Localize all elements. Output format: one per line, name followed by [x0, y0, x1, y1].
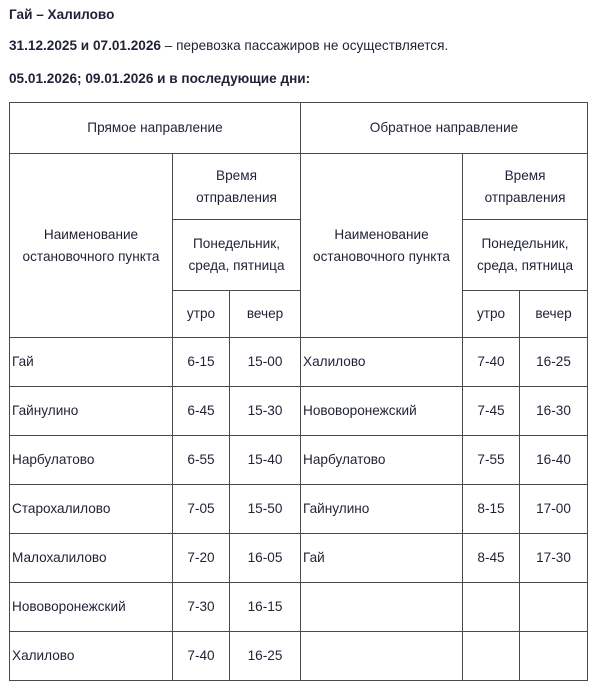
reverse-stop-cell: Халилово [301, 338, 463, 387]
reverse-evening-cell: 16-40 [520, 436, 588, 485]
table-row [10, 583, 588, 632]
notice-text: – перевозка пассажиров не осуществляется. [160, 38, 449, 53]
table-row [10, 436, 588, 485]
forward-days-header: Понедельник, среда, пятница [173, 220, 301, 291]
reverse-evening-cell: 16-30 [520, 387, 588, 436]
forward-stop-cell: Гайнулино [10, 387, 173, 436]
reverse-morning-cell: 8-15 [463, 485, 520, 534]
forward-evening-cell: 15-00 [230, 338, 301, 387]
reverse-morning-cell: 7-45 [463, 387, 520, 436]
reverse-evening-cell: 16-25 [520, 338, 588, 387]
forward-evening-cell: 15-50 [230, 485, 301, 534]
reverse-stop-cell [301, 583, 463, 632]
forward-morning-cell: 7-05 [173, 485, 230, 534]
reverse-direction-header: Обратное направление [301, 103, 588, 154]
forward-evening-cell: 16-25 [230, 632, 301, 681]
forward-stop-header: Наименование остановочного пункта [10, 154, 173, 338]
forward-stop-cell: Нововоронежский [10, 583, 173, 632]
reverse-morning-cell [463, 583, 520, 632]
time-header-row [10, 154, 588, 220]
reverse-morning-cell: 7-55 [463, 436, 520, 485]
reverse-stop-cell: Нововоронежский [301, 387, 463, 436]
reverse-stop-cell: Гай [301, 534, 463, 583]
forward-morning-cell: 7-30 [173, 583, 230, 632]
forward-evening-cell: 15-40 [230, 436, 301, 485]
forward-evening-cell: 16-15 [230, 583, 301, 632]
table-row [10, 632, 588, 681]
schedule-table [9, 102, 588, 681]
schedule-days-text: 05.01.2026; 09.01.2026 и в последующие дни: [9, 71, 311, 86]
reverse-stop-cell [301, 632, 463, 681]
reverse-morning-cell [463, 632, 520, 681]
forward-morning-cell: 7-40 [173, 632, 230, 681]
forward-evening-header: вечер [230, 291, 301, 338]
forward-evening-cell: 16-05 [230, 534, 301, 583]
forward-direction-header: Прямое направление [10, 103, 301, 154]
reverse-morning-cell: 8-45 [463, 534, 520, 583]
table-row [10, 534, 588, 583]
reverse-evening-cell: 17-00 [520, 485, 588, 534]
notice [9, 37, 448, 55]
reverse-days-header: Понедельник, среда, пятница [463, 220, 588, 291]
forward-stop-cell: Малохалилово [10, 534, 173, 583]
reverse-evening-header: вечер [520, 291, 588, 338]
forward-morning-cell: 7-20 [173, 534, 230, 583]
notice-dates: 31.12.2025 и 07.01.2026 [9, 38, 161, 53]
forward-stop-cell: Нарбулатово [10, 436, 173, 485]
reverse-stop-cell: Гайнулино [301, 485, 463, 534]
reverse-evening-cell: 17-30 [520, 534, 588, 583]
reverse-morning-header: утро [463, 291, 520, 338]
route-title [9, 6, 114, 24]
forward-stop-cell: Гай [10, 338, 173, 387]
direction-header-row [10, 103, 588, 154]
forward-morning-cell: 6-15 [173, 338, 230, 387]
table-row [10, 338, 588, 387]
forward-stop-cell: Старохалилово [10, 485, 173, 534]
schedule-days [9, 70, 310, 88]
table-row [10, 387, 588, 436]
forward-morning-header: утро [173, 291, 230, 338]
forward-stop-cell: Халилово [10, 632, 173, 681]
forward-evening-cell: 15-30 [230, 387, 301, 436]
reverse-stop-header: Наименование остановочного пункта [301, 154, 463, 338]
reverse-morning-cell: 7-40 [463, 338, 520, 387]
forward-morning-cell: 6-45 [173, 387, 230, 436]
route-title-text: Гай – Халилово [9, 7, 115, 22]
reverse-evening-cell [520, 583, 588, 632]
reverse-stop-cell: Нарбулатово [301, 436, 463, 485]
forward-morning-cell: 6-55 [173, 436, 230, 485]
forward-time-header: Время отправления [173, 154, 301, 220]
table-row [10, 485, 588, 534]
reverse-time-header: Время отправления [463, 154, 588, 220]
reverse-evening-cell [520, 632, 588, 681]
